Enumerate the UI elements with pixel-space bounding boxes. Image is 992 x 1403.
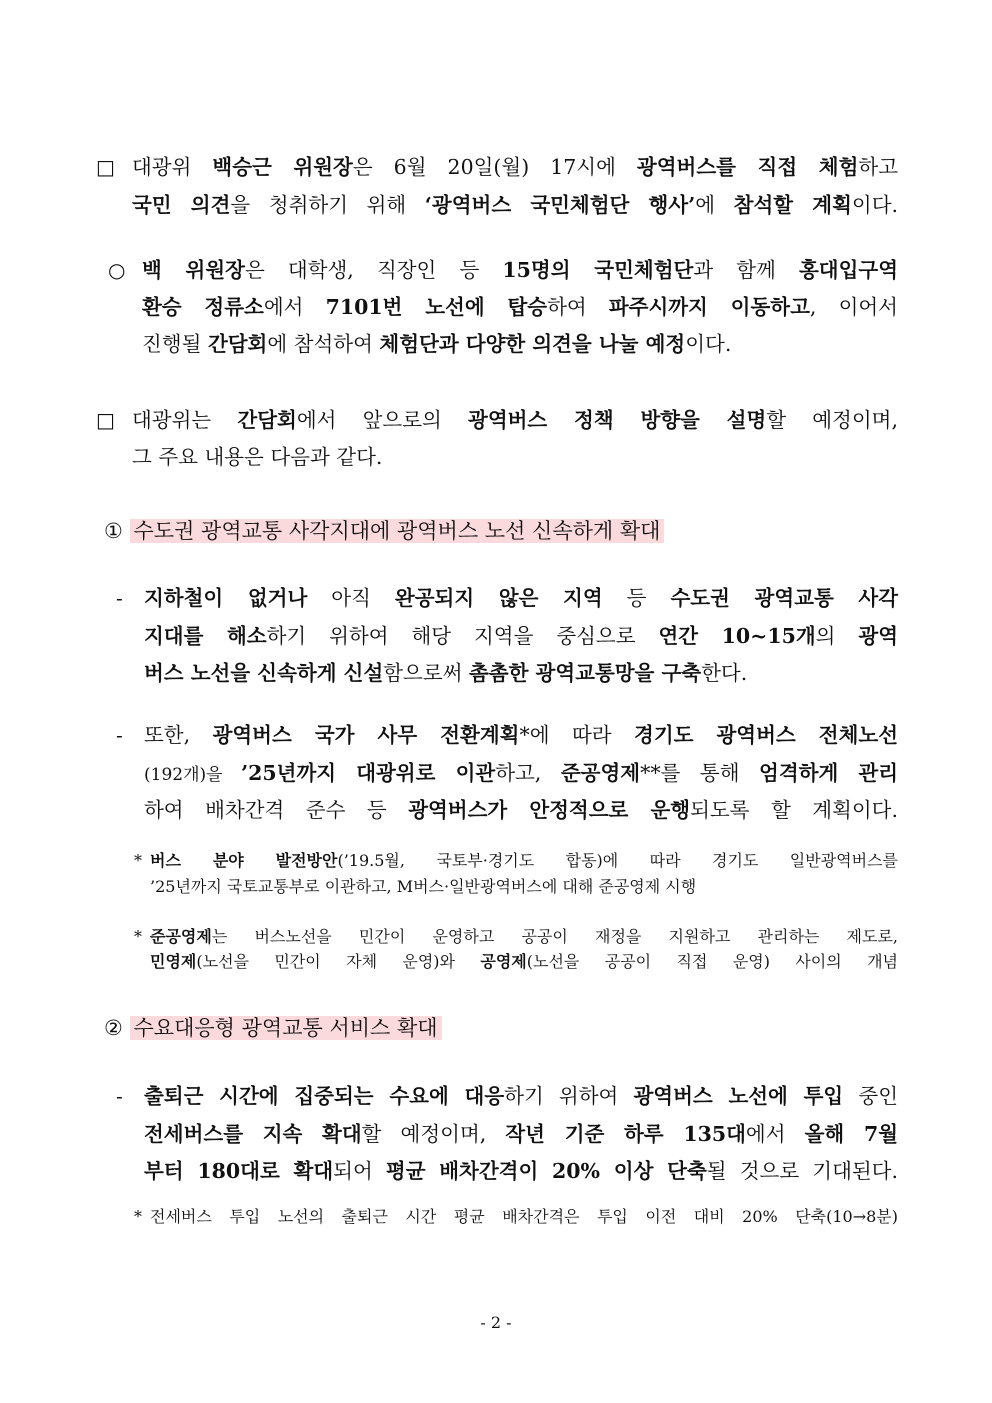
text: 진행될 — [142, 332, 208, 356]
text: (’19.5월, 국토부·경기도 합동)에 따라 경기도 일반광역버스를 — [337, 851, 898, 870]
bold-text: 백 위원장 — [142, 258, 245, 282]
bold-text: 연간 10~15개 — [658, 624, 816, 648]
circled-number-2: ② — [104, 1016, 123, 1040]
dash-2-line-3 — [144, 793, 898, 827]
text: 하기 위하여 — [504, 1084, 634, 1108]
note-3-line-1: 전세버스 투입 노선의 출퇴근 시간 평균 배차간격은 투입 이전 대비 20% 단축(10→8분) — [150, 1207, 898, 1226]
bold-text: 간담회 — [207, 332, 268, 356]
bold-text: 경기도 광역버스 전체노선 — [634, 723, 898, 747]
text: (노선을 민간이 자체 운영)와 — [196, 952, 481, 971]
bold-text: 준공영제 — [560, 761, 641, 785]
circled-number-1: ① — [104, 519, 123, 543]
text: 할 예정이며, — [766, 408, 898, 432]
paragraph-3-line-2: 그 주요 내용은 다음과 같다. — [132, 445, 383, 469]
text: 하고, — [495, 761, 561, 785]
note-1-line-1 — [150, 848, 898, 874]
bold-text: 광역버스 노선에 투입 — [633, 1084, 844, 1108]
dash-2-line-2 — [144, 756, 898, 792]
dash-1-line-1 — [144, 581, 898, 615]
bold-text: ’25년까지 대광위로 이관 — [240, 761, 496, 785]
bold-text: 15명의 국민체험단 — [502, 258, 694, 282]
bold-text: 광역버스가 안정적으로 운행 — [408, 798, 691, 822]
dash-1-line-3 — [144, 656, 747, 690]
bold-text: 부터 180대로 확대 — [144, 1159, 334, 1183]
bold-text: 환승 정류소 — [142, 295, 264, 319]
section-heading-1-text: 수도권 광역교통 사각지대에 광역버스 노선 신속하게 확대 — [130, 519, 665, 543]
bold-text: ‘광역버스 국민체험단 행사’ — [424, 193, 696, 217]
bold-text: 촘촘한 광역교통망을 구축 — [468, 661, 702, 685]
bold-text: 준공영제 — [150, 927, 212, 946]
section-heading-2-text: 수요대응형 광역교통 서비스 확대 — [130, 1016, 442, 1040]
dash-3-line-1 — [144, 1079, 898, 1113]
text: (노선을 공공이 직접 운영) 사이의 개념 — [526, 952, 898, 971]
text: , 이어서 — [809, 295, 898, 319]
page-number: - 2 - — [480, 1313, 512, 1332]
bold-text: 광역버스 정책 방향을 설명 — [468, 408, 767, 432]
text: 에 — [695, 193, 734, 217]
text: 에 참석하여 — [267, 332, 380, 356]
bold-text: 엄격하게 관리 — [759, 761, 898, 785]
text: 에서 — [745, 1122, 805, 1146]
text: 은 대학생, 직장인 등 — [244, 258, 503, 282]
text: **를 통해 — [640, 761, 760, 785]
text: 이다. — [851, 193, 899, 217]
bold-text: 광역버스 국가 사무 전환계획 — [212, 723, 520, 747]
section-heading-2 — [104, 1008, 442, 1048]
text: 될 것으로 기대된다. — [706, 1159, 899, 1183]
text: 함으로써 — [383, 661, 469, 685]
dash-bullet: - — [116, 1084, 123, 1108]
bold-text: 홍대입구역 — [798, 258, 898, 282]
bold-text: 국민 의견 — [132, 193, 231, 217]
dash-2-line-1 — [144, 718, 898, 752]
bold-text: 파주시까지 이동하고 — [608, 295, 810, 319]
bold-text: 지하철이 없거나 — [144, 586, 308, 610]
dash-1-line-2 — [144, 619, 898, 653]
text: 등 — [602, 586, 671, 610]
text: 에서 — [263, 295, 326, 319]
text: 하기 위하여 해당 지역을 중심으로 — [266, 624, 659, 648]
note-1-line-2: ’25년까지 국토교통부로 이관하고, M버스·일반광역버스에 대해 준공영제 시행 — [150, 877, 697, 896]
text: 과 함께 — [693, 258, 799, 282]
asterisk-marker: * — [134, 927, 142, 946]
box-bullet: □ — [96, 155, 115, 179]
bold-text: 평균 배차간격이 20% 이상 단축 — [385, 1159, 707, 1183]
bold-text: 버스 노선을 신속하게 신설 — [144, 661, 384, 685]
text: 는 버스노선을 민간이 운영하고 공공이 재정을 지원하고 관리하는 제도로, — [211, 927, 898, 946]
bold-text: 백승근 위원장 — [212, 155, 353, 179]
asterisk-marker: * — [134, 1207, 142, 1226]
text: *에 따라 — [519, 723, 635, 747]
bold-text: 지대를 해소 — [144, 624, 267, 648]
note-2-line-1 — [150, 924, 898, 950]
text: 아직 — [307, 586, 395, 610]
bold-text: 광역버스를 직접 체험 — [636, 155, 859, 179]
text: 되도록 할 계획이다. — [690, 798, 898, 822]
text: 대광위 — [132, 155, 213, 179]
paragraph-1-line-1 — [132, 150, 898, 184]
section-heading-1 — [104, 511, 664, 551]
box-bullet: □ — [96, 408, 115, 432]
text: 되어 — [333, 1159, 386, 1183]
text: 이다. — [685, 332, 732, 356]
bold-text: 민영제 — [150, 952, 197, 971]
note-2-line-2 — [150, 949, 898, 975]
bold-text: 참석할 계획 — [733, 193, 852, 217]
bold-text: 수도권 광역교통 사각 — [670, 586, 898, 610]
dash-bullet: - — [116, 723, 123, 747]
bold-text: 올해 7월 — [804, 1122, 899, 1146]
bold-text: 7101번 노선에 탑승 — [325, 295, 548, 319]
bold-text: 간담회 — [237, 408, 297, 432]
text: 의 — [815, 624, 859, 648]
paragraph-1-line-2 — [132, 188, 898, 222]
text: 을 청취하기 위해 — [230, 193, 425, 217]
paragraph-2-line-1 — [142, 253, 898, 287]
paragraph-2-line-2 — [142, 290, 898, 324]
text: 하여 — [547, 295, 609, 319]
text: (192개)을 — [144, 765, 241, 785]
bold-text: 완공되지 않은 지역 — [394, 586, 603, 610]
bold-text: 출퇴근 시간에 집중되는 수요에 대응 — [144, 1084, 505, 1108]
text: 하여 배차간격 준수 등 — [144, 798, 409, 822]
text: 한다. — [701, 661, 748, 685]
paragraph-2-line-3 — [142, 327, 731, 361]
bold-text: 전세버스를 지속 확대 — [144, 1122, 362, 1146]
asterisk-marker: * — [134, 851, 142, 870]
text: 대광위는 — [132, 408, 238, 432]
bold-text: 체험단과 다양한 의견을 나눌 예정 — [379, 332, 686, 356]
dash-bullet: - — [116, 586, 123, 610]
text: 할 예정이며, — [361, 1122, 506, 1146]
paragraph-3-line-1 — [132, 403, 898, 437]
text: 에서 앞으로의 — [296, 408, 469, 432]
text: 또한, — [144, 723, 213, 747]
bold-text: 작년 기준 하루 135대 — [505, 1122, 746, 1146]
dash-3-line-2 — [144, 1117, 898, 1151]
dash-3-line-3 — [144, 1154, 898, 1188]
text: 하고 — [858, 155, 898, 179]
bold-text: 버스 분야 발전방안 — [150, 851, 338, 870]
text: 은 6월 20일(월) 17시에 — [352, 155, 637, 179]
text: 중인 — [843, 1084, 899, 1108]
bold-text: 광역 — [858, 624, 899, 648]
bold-text: 공영제 — [480, 952, 527, 971]
circle-bullet: ○ — [108, 258, 126, 282]
